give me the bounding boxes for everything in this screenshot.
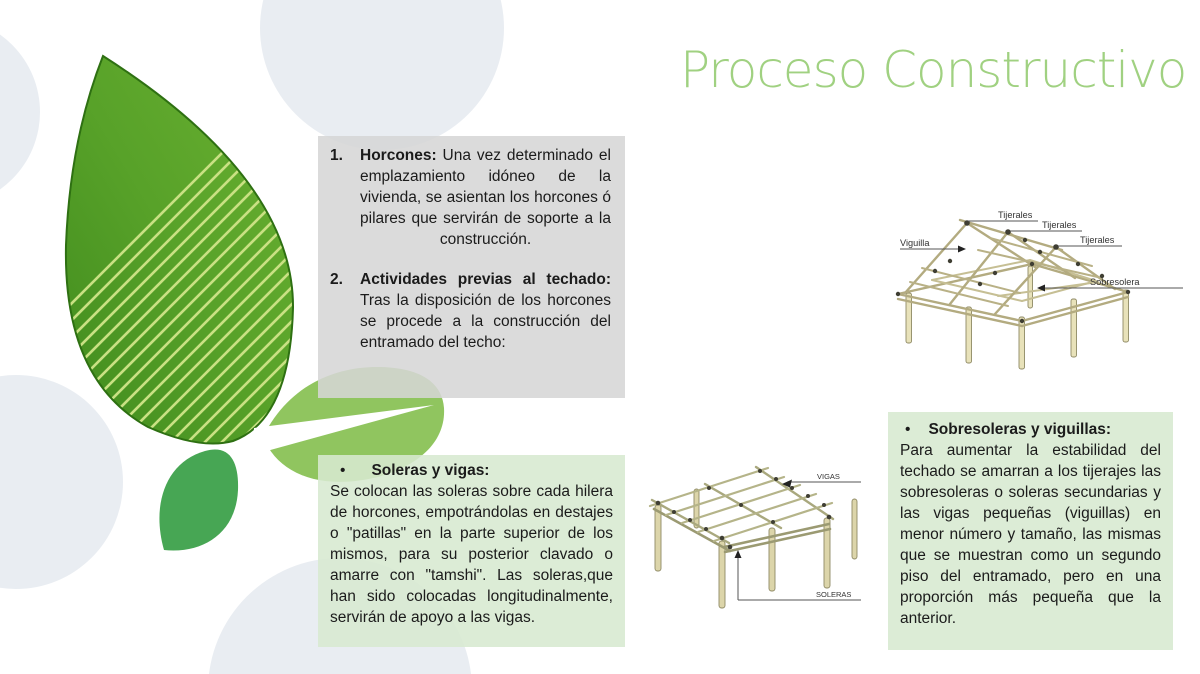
label-viguilla: Viguilla <box>900 238 930 248</box>
sobresoleras-heading: Sobresoleras y viguillas: <box>928 421 1112 438</box>
sobresoleras-viguillas-box <box>888 412 1173 650</box>
soleras-heading: Soleras y vigas: <box>371 462 490 479</box>
step-number: 1. <box>330 147 343 164</box>
bullet-icon: • <box>340 462 346 479</box>
bullet-icon: • <box>905 421 911 438</box>
step-text: Tras la disposición de los horcones se procede a la construcción del entramado del techo: <box>360 292 611 351</box>
step-lead: Horcones: <box>360 147 437 164</box>
step-lead: Actividades previas al techado: <box>360 271 611 288</box>
soleras-vigas-box <box>318 455 625 647</box>
page-title: Proceso Constructivo <box>680 41 1187 99</box>
roof-frame-diagram <box>880 200 1185 378</box>
decorative-circle-left-edge <box>0 17 40 207</box>
label-tijerales-1: Tijerales <box>998 210 1033 220</box>
step-item-actividades <box>330 269 611 353</box>
soleras-heading-row <box>330 461 613 481</box>
sobresoleras-heading-row <box>900 420 1161 440</box>
label-soleras: SOLERAS <box>816 590 852 599</box>
pergola-diagram <box>645 448 875 658</box>
step-item-horcones <box>330 145 611 250</box>
step-text: Una vez determinado el emplazamiento idóneo de la vivienda, se asientan los horcones ó pilares que servirán de soporte a la construcción. <box>360 147 611 248</box>
small-leaf-image <box>150 442 245 557</box>
soleras-arrow-icon <box>735 550 742 558</box>
label-sobresolera: Sobresolera <box>1090 277 1140 287</box>
label-tijerales-3: Tijerales <box>1080 235 1115 245</box>
viguilla-arrow-icon <box>958 246 966 253</box>
numbered-steps-box <box>318 136 625 398</box>
label-vigas: VIGAS <box>817 472 840 481</box>
step-number: 2. <box>330 271 343 288</box>
label-tijerales-2: Tijerales <box>1042 220 1077 230</box>
sobresoleras-body-text: Para aumentar la estabilidad del techado se amarran a los tijerajes las sobresoleras o soleras secundarias y las vigas pequeñas (viguillas) en menor número y tamaño, las mismas que se muestran como un segundo piso del entramado, pero en una proporción más pequeña que la anterior. <box>900 442 1161 627</box>
soleras-body-text: Se colocan las soleras sobre cada hilera de horcones, empotrándolas en destajes o "patillas" en la parte superior de los mismos, para su posterior clavado o amarre con "tamshi". Las soleras,que han sido colocadas longitudinalmente, servirán de apoyo a las vigas. <box>330 483 613 626</box>
